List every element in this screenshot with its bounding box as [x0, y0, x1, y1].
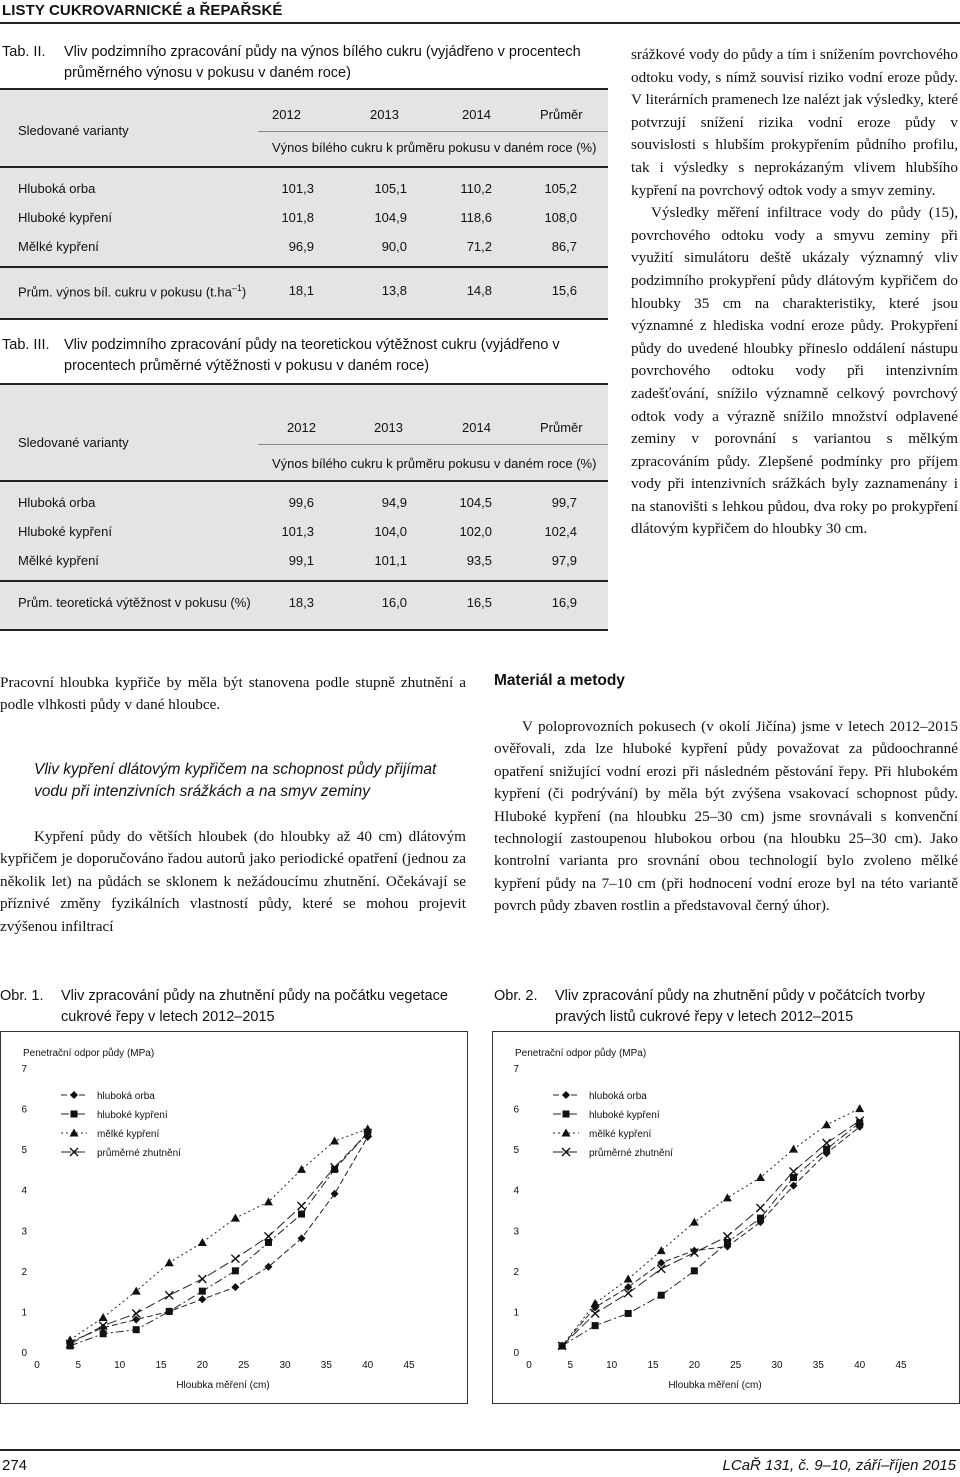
- table3-caption-text: Vliv podzimního zpracování půdy na teoretickou výtěžnost cukru (vyjádřeno v procentech průměrné výtěžnosti v pokusu v daném roce): [64, 337, 560, 374]
- table3-summary-cell: 18,3: [288, 595, 314, 610]
- series-line: [70, 1129, 368, 1340]
- table3: [0, 383, 608, 631]
- methods-paragraph: V poloprovozních pokusech (v okolí Jičína) jsme v letech 2012–2015 ověřovali, zda lze hluboké kypření půdy považovat za půdoochranné opatření snižující vodní erozi při následném pěstování řepy. Při hlubokém kypření (či podrývání) by měla být zvýšena vsakovací schopnost půdy. Hluboké kypření (na hloubku 25–30 cm) jsme srovnávali s konvenční technologií zastoupenou hlubokou orbou (na hloubku 25–30 cm). Jako kontrolní varianta pro srovnání obou technologií bylo zvoleno mělké kypření půdy na 7–10 cm (při hodnocení vodní eroze byl na této variantě povrch půdy zbaven rostlin a představoval černý úhor).: [494, 718, 958, 915]
- table3-summary-rule: [0, 580, 608, 582]
- table2-cell: 101,3: [281, 181, 314, 196]
- table3-col-2014: 2014: [462, 420, 491, 435]
- series-line: [70, 1133, 368, 1346]
- figure2-caption-text: Vliv zpracování půdy na zhutnění půdy v počátcích tvorby pravých listů cukrové řepy v letech 2012–2015: [555, 988, 925, 1025]
- y-tick-label: 2: [21, 1266, 27, 1278]
- data-point: [165, 1291, 173, 1299]
- table3-cell: 102,0: [459, 524, 492, 539]
- legend-item: [553, 1147, 673, 1159]
- series-line: [70, 1133, 368, 1344]
- table3-caption: [2, 335, 607, 377]
- x-tick-label: 20: [688, 1360, 700, 1371]
- data-point: [756, 1204, 764, 1212]
- methods-body: [494, 716, 958, 918]
- left-body-2: [0, 826, 466, 938]
- table3-summary-cell: 16,0: [381, 595, 407, 610]
- data-point: [198, 1295, 206, 1303]
- table3-cell: 101,1: [374, 553, 407, 568]
- data-point: [265, 1239, 272, 1246]
- table2-cell: 86,7: [551, 239, 577, 254]
- table2-summary-name: Prům. výnos bíl. cukru v pokusu $(t.ha^{-1})$: [18, 283, 247, 300]
- data-point: [165, 1258, 174, 1266]
- y-tick-label: 7: [21, 1064, 27, 1075]
- legend-label: hluboké kypření: [97, 1110, 168, 1121]
- table3-header-rule: [258, 444, 608, 445]
- y-axis-title: Penetrační odpor půdy (MPa): [23, 1048, 155, 1059]
- data-point: [198, 1238, 207, 1246]
- data-point: [231, 1255, 239, 1263]
- x-tick-label: 5: [567, 1360, 574, 1371]
- series-3: [66, 1129, 372, 1348]
- data-point: [658, 1292, 665, 1299]
- y-tick-label: 4: [513, 1185, 519, 1197]
- chart-1-svg: [1, 1032, 469, 1405]
- legend-marker: [563, 1111, 570, 1118]
- journal-title: LISTY CUKROVARNICKÉ a ŘEPAŘSKÉ: [2, 2, 283, 19]
- table3-cell: 99,6: [288, 495, 314, 510]
- data-point: [855, 1104, 864, 1112]
- y-tick-label: 5: [21, 1145, 27, 1157]
- x-tick-label: 35: [812, 1360, 824, 1371]
- x-tick-label: 25: [730, 1360, 742, 1371]
- x-tick-label: 5: [75, 1360, 82, 1371]
- y-tick-label: 0: [21, 1348, 27, 1359]
- x-tick-label: 0: [34, 1360, 40, 1371]
- x-axis-title: Hloubka měření (cm): [668, 1380, 762, 1391]
- table3-row-name: Hluboké kypření: [18, 524, 112, 539]
- x-tick-label: 35: [320, 1360, 332, 1371]
- data-point: [264, 1197, 273, 1205]
- x-axis-title: Hloubka měření (cm): [176, 1380, 270, 1391]
- table2-summary-cell: 14,8: [466, 283, 492, 298]
- data-point: [724, 1239, 731, 1246]
- table2-caption: [2, 42, 607, 84]
- table2-summary-rule: [0, 266, 608, 268]
- table2-bottom-rule: [0, 318, 608, 320]
- table2-cell: 110,2: [460, 181, 492, 196]
- table2-cell: 105,1: [374, 181, 407, 196]
- journal-issue: LCaŘ 131, č. 9–10, září–říjen 2015: [722, 1457, 956, 1474]
- footer-rule: [0, 1449, 960, 1451]
- table3-subheader: Výnos bílého cukru k průměru pokusu v daném roce (%): [272, 456, 597, 471]
- legend-item: [61, 1147, 181, 1159]
- x-tick-label: 45: [403, 1360, 415, 1371]
- data-point: [330, 1137, 339, 1145]
- table2-row-header: Sledované varianty: [18, 123, 129, 138]
- y-axis-title: Penetrační odpor půdy (MPa): [515, 1048, 647, 1059]
- table2-summary-cell: 18,1: [288, 283, 314, 298]
- x-tick-label: 30: [279, 1360, 291, 1371]
- table3-label: Tab. III.: [2, 337, 50, 353]
- right-paragraph-2: Výsledky měření infiltrace vody do půdy (15), povrchového odtoku vody a smyvu zeminy při využití simulátoru deště ukázaly významný vliv podzimního prokypření půdy dlátovým kypřičem do hloubky 35 cm na charakteristiky, které jsou významné z hlediska vodní eroze půdy. Prokypření půdy do uvedené hloubky přineslo oddálení nástupu povrchového odtoku vody při intenzivním zadešťování, snížilo významně celkový povrchový odtok vody a výrazně snížilo množství odplavené zeminy v porovnání s variantou s mělkým zpracováním půdy. Zlepšené podmínky pro příjem vody při intenzivních srážkách byly zaznamenány i na stanovišti s lehkou půdou, dva roky po prokypření dlátovým kypřičem do hloubky 30 cm.: [631, 204, 958, 538]
- legend-item: [61, 1129, 159, 1141]
- data-point: [298, 1211, 305, 1218]
- table2-row-name: Hluboká orba: [18, 181, 96, 196]
- table3-col-mean: Průměr: [540, 420, 583, 435]
- table3-summary-cell: 16,5: [466, 595, 492, 610]
- data-point: [757, 1215, 764, 1222]
- data-point: [592, 1322, 599, 1329]
- data-point: [591, 1299, 600, 1307]
- data-point: [231, 1283, 239, 1291]
- header-rule: [0, 22, 960, 24]
- table2-col-2013: 2013: [370, 107, 399, 122]
- data-point: [231, 1214, 240, 1222]
- table2-row-name: Hluboké kypření: [18, 210, 112, 225]
- legend-marker: [70, 1091, 78, 1099]
- legend-label: hluboká orba: [97, 1091, 155, 1102]
- table2-cell: 90,0: [381, 239, 407, 254]
- y-tick-label: 1: [513, 1307, 519, 1319]
- figure2-label: Obr. 2.: [494, 988, 538, 1004]
- x-tick-label: 25: [238, 1360, 250, 1371]
- x-tick-label: 45: [895, 1360, 907, 1371]
- chart-2-svg: [493, 1032, 960, 1405]
- table3-col-2013: 2013: [374, 420, 403, 435]
- y-tick-label: 6: [513, 1104, 519, 1116]
- table2-cell: 118,6: [460, 210, 492, 225]
- data-point: [298, 1202, 306, 1210]
- data-point: [100, 1330, 107, 1337]
- figure1-caption-text: Vliv zpracování půdy na zhutnění půdy na počátku vegetace cukrové řepy v letech 2012–2015: [61, 988, 448, 1025]
- legend-marker: [562, 1091, 570, 1099]
- figure2-caption: [494, 986, 958, 1028]
- right-paragraph-1: srážkové vody do půdy a tím i snížením povrchového odtoku vody, s nímž souvisí riziko vodní eroze půdy. V literárních pramenech lze nalézt jak výsledky, které potvrzují snížení rizika vodní eroze půdy v souvislosti s hlubším prokypřením půdního profilu, tak i výsledky s neprokázaným vlivem hlubšího kypření na povrchový odtok vody a smyv zeminy.: [631, 46, 958, 199]
- table3-row-header: Sledované varianty: [18, 435, 129, 450]
- table3-cell: 94,9: [381, 495, 407, 510]
- y-tick-label: 3: [513, 1226, 519, 1238]
- data-point: [297, 1165, 306, 1173]
- table2-cell: 101,8: [281, 210, 314, 225]
- table2-subheader: Výnos bílého cukru k průměru pokusu v daném roce (%): [272, 140, 597, 155]
- table3-cell: 97,9: [551, 553, 577, 568]
- right-column-text: [631, 44, 958, 541]
- table2-cell: 108,0: [544, 210, 577, 225]
- table3-cell: 104,0: [374, 524, 407, 539]
- legend-label: hluboké kypření: [589, 1110, 660, 1121]
- table2-col-2014: 2014: [462, 107, 491, 122]
- table2-cell: 105,2: [544, 181, 577, 196]
- table2-cell: 104,9: [374, 210, 407, 225]
- table2: [0, 88, 608, 320]
- page-footer: [0, 1449, 960, 1477]
- series-1: [67, 1129, 372, 1349]
- x-tick-label: 15: [155, 1360, 167, 1371]
- data-point: [232, 1267, 239, 1274]
- table2-cell: 71,2: [466, 239, 492, 254]
- legend-label: mělké kypření: [97, 1129, 160, 1140]
- table2-summary-cell: 13,8: [381, 283, 407, 298]
- table3-row-name: Mělké kypření: [18, 553, 99, 568]
- table2-cell: 96,9: [288, 239, 314, 254]
- data-point: [691, 1267, 698, 1274]
- legend-item: [61, 1110, 168, 1121]
- data-point: [823, 1146, 830, 1153]
- data-point: [790, 1174, 797, 1181]
- x-tick-label: 10: [114, 1360, 126, 1371]
- table2-row-name: Mělké kypření: [18, 239, 99, 254]
- table3-header-bottom-rule: [0, 480, 608, 482]
- legend-item: [553, 1110, 660, 1121]
- legend-label: hluboká orba: [589, 1091, 647, 1102]
- series-2: [558, 1104, 865, 1349]
- table2-summary-cell: 15,6: [551, 283, 577, 298]
- data-point: [99, 1313, 108, 1321]
- y-tick-label: 7: [513, 1064, 519, 1075]
- table2-top-rule: [0, 88, 608, 90]
- y-tick-label: 6: [21, 1104, 27, 1116]
- x-tick-label: 40: [854, 1360, 866, 1371]
- data-point: [789, 1145, 798, 1153]
- figure1-label: Obr. 1.: [0, 988, 44, 1004]
- data-point: [199, 1288, 206, 1295]
- x-tick-label: 10: [606, 1360, 618, 1371]
- table3-summary-cell: 16,9: [551, 595, 577, 610]
- series-0: [66, 1133, 372, 1346]
- table3-cell: 93,5: [466, 553, 492, 568]
- table3-cell: 104,5: [459, 495, 492, 510]
- x-tick-label: 40: [362, 1360, 374, 1371]
- chart-2: [492, 1031, 960, 1404]
- legend-item: [553, 1129, 651, 1141]
- x-tick-label: 30: [771, 1360, 783, 1371]
- x-tick-label: 20: [196, 1360, 208, 1371]
- y-tick-label: 2: [513, 1266, 519, 1278]
- y-tick-label: 4: [21, 1185, 27, 1197]
- table2-col-mean: Průměr: [540, 107, 583, 122]
- table2-header-rule: [258, 131, 608, 132]
- legend-item: [553, 1091, 647, 1102]
- table3-bottom-rule: [0, 629, 608, 631]
- left-paragraph-1: Pracovní hloubka kypřiče by měla být stanovena podle stupně zhutnění a podle vlhkosti půdy v dané hloubce.: [0, 674, 466, 714]
- page-header: [0, 0, 960, 26]
- y-tick-label: 1: [21, 1307, 27, 1319]
- table3-top-rule: [0, 383, 608, 385]
- page-number: 274: [2, 1457, 28, 1474]
- table3-cell: 101,3: [281, 524, 314, 539]
- data-point: [331, 1190, 339, 1198]
- table2-header-bottom-rule: [0, 166, 608, 168]
- table2-caption-text: Vliv podzimního zpracování půdy na výnos bílého cukru (vyjádřeno v procentech průměrného výnosu v pokusu v daném roce): [64, 44, 581, 81]
- left-paragraph-2: Kypření půdy do větších hloubek (do hloubky až 40 cm) dlátovým kypřičem je doporučováno řadou autorů jako periodické opatření (jednou za několik let) na půdách se sklonem k nežádoucímu zhutnění. Očekávají se příznivé změny fyzikálních vlastností půdy, které se mohou projevit zvýšenou infiltrací: [0, 828, 466, 935]
- table3-cell: 102,4: [544, 524, 577, 539]
- table3-cell: 99,7: [551, 495, 577, 510]
- data-point: [657, 1246, 666, 1254]
- series-line: [562, 1109, 860, 1346]
- table2-label: Tab. II.: [2, 44, 46, 60]
- data-point: [624, 1274, 633, 1282]
- legend-label: průměrné zhutnění: [97, 1148, 181, 1159]
- data-point: [166, 1308, 173, 1315]
- table3-row-name: Hluboká orba: [18, 495, 96, 510]
- x-tick-label: 0: [526, 1360, 532, 1371]
- data-point: [690, 1218, 699, 1226]
- data-point: [625, 1310, 632, 1317]
- table3-summary-name: Prům. teoretická výtěžnost v pokusu (%): [18, 595, 251, 610]
- legend-label: průměrné zhutnění: [589, 1148, 673, 1159]
- table3-col-2012: 2012: [287, 420, 316, 435]
- legend-item: [61, 1091, 155, 1102]
- figure1-caption: [0, 986, 464, 1028]
- data-point: [198, 1275, 206, 1283]
- y-tick-label: 5: [513, 1145, 519, 1157]
- chart-1: [0, 1031, 468, 1404]
- x-tick-label: 15: [647, 1360, 659, 1371]
- data-point: [723, 1193, 732, 1201]
- data-point: [822, 1120, 831, 1128]
- table3-cell: 99,1: [288, 553, 314, 568]
- y-tick-label: 3: [21, 1226, 27, 1238]
- series-line: [70, 1137, 368, 1342]
- y-tick-label: 0: [513, 1348, 519, 1359]
- series-line: [562, 1127, 860, 1346]
- data-point: [363, 1124, 372, 1132]
- section-subheading: Vliv kypření dlátovým kypřičem na schopnost půdy přijímat vodu při intenzivních srážkách a na smyv zeminy: [34, 761, 437, 800]
- data-point: [133, 1326, 140, 1333]
- legend-marker: [71, 1111, 78, 1118]
- legend-label: mělké kypření: [589, 1129, 652, 1140]
- table2-col-2012: 2012: [272, 107, 301, 122]
- methods-heading: Materiál a metody: [494, 672, 625, 689]
